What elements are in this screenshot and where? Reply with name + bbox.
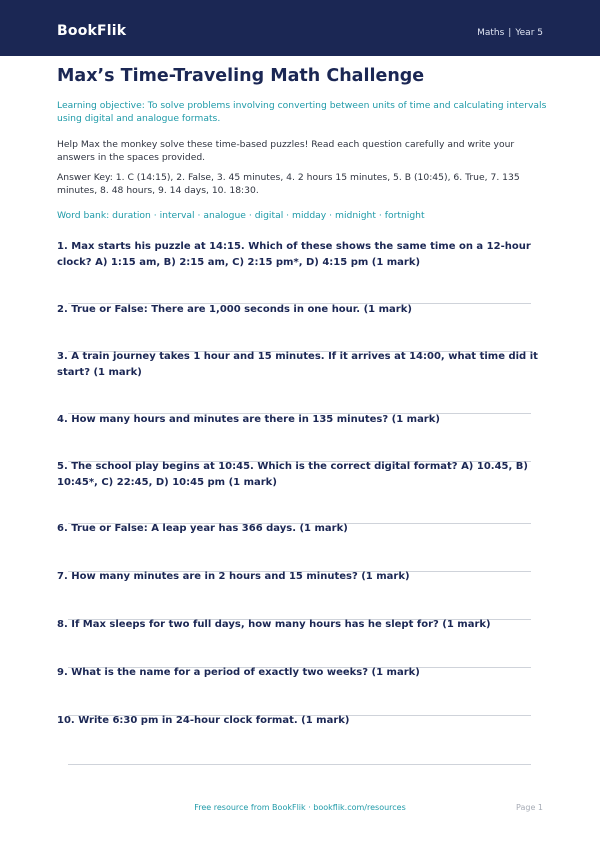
- intro-text: Help Max the monkey solve these time-based puzzles! Read each question carefully and write your answers in the spaces provided.: [57, 139, 515, 163]
- word-bank: Word bank: duration · interval · analogue · digital · midday · midnight · fortnight: [57, 210, 425, 221]
- page-number: Page 1: [516, 803, 543, 812]
- question-10: 10. Write 6:30 pm in 24-hour clock format. (1 mark): [57, 715, 350, 726]
- question-7: 7. How many minutes are in 2 hours and 15 minutes? (1 mark): [57, 571, 410, 582]
- page-title: Max’s Time-Traveling Math Challenge: [57, 66, 425, 86]
- subject-year-label: [477, 27, 543, 39]
- brand-logo[interactable]: BookFlik: [57, 23, 127, 39]
- question-3: 3. A train journey takes 1 hour and 15 minutes. If it arrives at 14:00, what time did it start? (1 mark): [57, 351, 538, 378]
- question-4: 4. How many hours and minutes are there in 135 minutes? (1 mark): [57, 414, 440, 425]
- learning-objective: Learning objective: To solve problems involving converting between units of time and calculating intervals using digital and analogue formats.: [57, 100, 547, 124]
- meta-separator: |: [508, 28, 512, 38]
- question-1: 1. Max starts his puzzle at 14:15. Which of these shows the same time on a 12-hour clock? A) 1:15 am, B) 2:15 am, C) 2:15 pm*, D) 4:15 pm (1 mark): [57, 241, 531, 268]
- footer-credit[interactable]: Free resource from BookFlik · bookflik.com/resources: [194, 803, 406, 812]
- answer-line-10[interactable]: [68, 764, 531, 765]
- question-9: 9. What is the name for a period of exactly two weeks? (1 mark): [57, 667, 420, 678]
- subject-label: Maths: [477, 28, 505, 38]
- question-5: 5. The school play begins at 10:45. Which is the correct digital format? A) 10.45, B) 10:45*, C) 22:45, D) 10:45 pm (1 mark): [57, 461, 528, 488]
- answer-key: Answer Key: 1. C (14:15), 2. False, 3. 45 minutes, 4. 2 hours 15 minutes, 5. B (10:45), 6. True, 7. 135 minutes, 8. 48 hours, 9. 14 days, 10. 18:30.: [57, 172, 520, 196]
- question-2: 2. True or False: There are 1,000 seconds in one hour. (1 mark): [57, 304, 412, 315]
- year-label: Year 5: [515, 28, 543, 38]
- site-header: [0, 0, 600, 56]
- question-8: 8. If Max sleeps for two full days, how many hours has he slept for? (1 mark): [57, 619, 491, 630]
- question-6: 6. True or False: A leap year has 366 days. (1 mark): [57, 523, 348, 534]
